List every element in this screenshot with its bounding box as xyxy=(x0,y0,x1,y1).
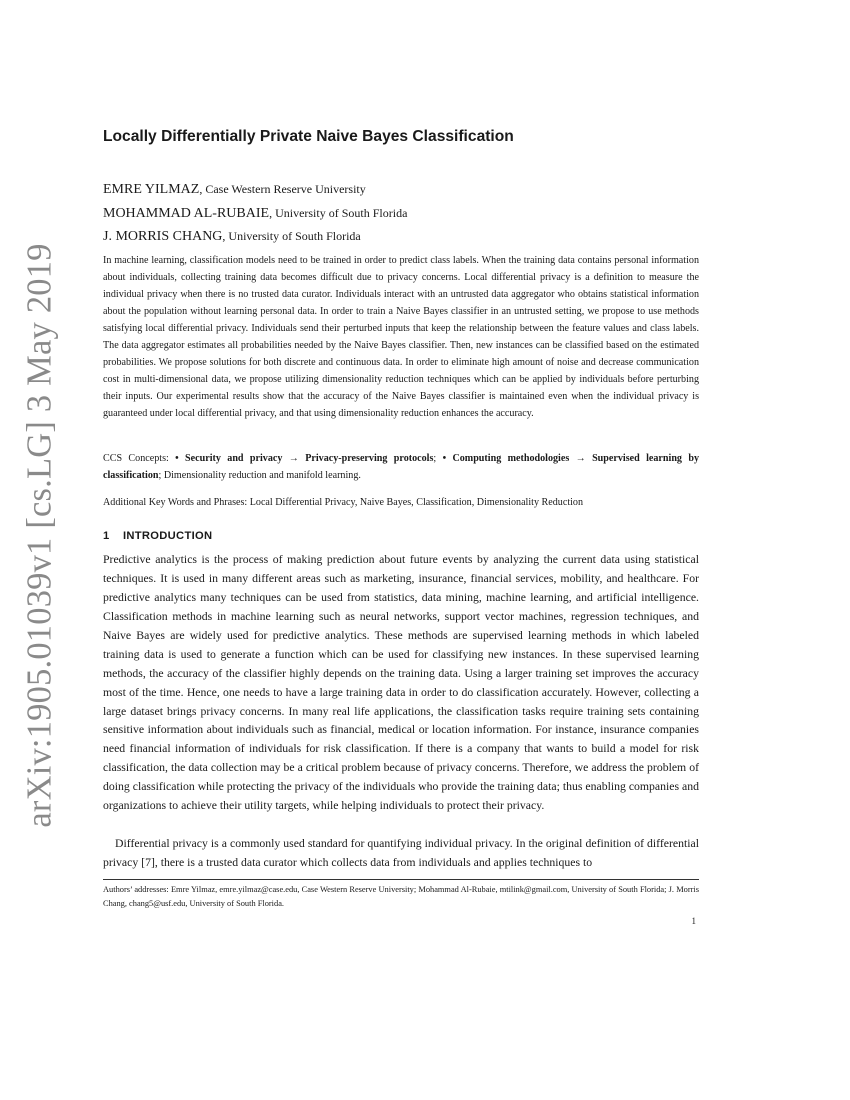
author-affiliation: , University of South Florida xyxy=(269,205,408,220)
keywords: Additional Key Words and Phrases: Local Differential Privacy, Naive Bayes, Classification, Dimensionality Reduction xyxy=(103,497,584,508)
author-1 xyxy=(103,178,699,202)
ccs-prefix: CCS Concepts: xyxy=(103,453,176,464)
intro-paragraph-2 xyxy=(103,835,699,873)
ccs-suffix: ; Dimensionality reduction and manifold learning. xyxy=(158,470,361,481)
ccs-concepts xyxy=(103,450,699,484)
author-affiliation: , University of South Florida xyxy=(222,229,361,243)
author-2 xyxy=(103,202,699,226)
authors-addresses-footnote: Authors’ addresses: Emre Yilmaz, emre.yilmaz@case.edu, Case Western Reserve University; Mohammad Al-Rubaie, mtilink@gmail.com, University of South Florida; J. Morris Chang, chang5@usf.edu, University of South Florida. xyxy=(103,885,699,909)
author-affiliation: , Case Western Reserve University xyxy=(199,182,366,196)
intro-paragraph-1: Predictive analytics is the process of making prediction about future events by analyzing the current data using statistical techniques. It is used in many different areas such as marketing, insurance, financial services, mobility, and healthcare. For predictive analytics many techniques can be used from statistics, data mining, machine learning, and artificial intelligence. Classification methods in machine learning such as neural networks, support vector machines, regression techniques, and Naive Bayes are widely used for predictive analytics. These methods are supervised learning methods in which labeled training data is used to generate a function which can be used for classifying new instances. In these supervised learning methods, the accuracy of the classifier highly depends on the training data. Using a larger training set improves the accuracy most of the time. Hence, one needs to have a large training data in order to do classification accurately. However, collecting a large dataset brings privacy concerns. In many real life applications, the classification tasks require training sets containing sensitive information about individuals such as financial, medical or location information. For instance, insurance companies need financial information of individuals for risk classification. If there is a company that wants to build a model for risk classification, the data collection may be a critical problem because of privacy concerns. Therefore, we address the problem of doing classification while protecting the privacy of the individuals who provide the training data; thus enabling companies and organizations to achieve their utility targets, while helping individuals to protect their privacy. xyxy=(103,553,699,813)
abstract: In machine learning, classification models need to be trained in order to predict class labels. When the training data contains personal information about individuals, collecting training data becomes difficult due to privacy concerns. Local differential privacy is a definition to measure the individual privacy when there is no trusted data curator. Individuals interact with an untrusted data aggregator who obtains statistical information about the population without learning personal data. In order to train a Naive Bayes classifier in an untrusted setting, we propose to use methods satisfying local differential privacy. Individuals send their perturbed inputs that keep the relationship between the feature values and class labels. The data aggregator estimates all probabilities needed by the Naive Bayes classifier. Then, new instances can be classified based on the estimated probabilities. We propose solutions for both discrete and continuous data. In order to eliminate high amount of noise and decrease communication cost in multi-dimensional data, we propose utilizing dimensionality reduction techniques which can be applied by individuals before perturbing their inputs. Our experimental results show that the accuracy of the Naive Bayes classifier is maintained even when the individual privacy is guaranteed under local differential privacy, and that using dimensionality reduction enhances the accuracy. xyxy=(103,255,699,420)
footnote-divider xyxy=(103,879,699,880)
intro-paragraph-2-text: Differential privacy is a commonly used standard for quantifying individual privacy. In the original definition of differential privacy xyxy=(103,837,699,869)
paper-title: Locally Differentially Private Naive Bayes Classification xyxy=(103,128,514,145)
section-title: INTRODUCTION xyxy=(123,530,213,542)
ccs-separator: ; xyxy=(433,453,443,464)
author-name: J. MORRIS CHANG xyxy=(103,229,223,244)
ccs-concept-computing: • Computing methodologies → Supervised learning by classification xyxy=(103,453,699,481)
ccs-concept-security: • Security and privacy → Privacy-preserving protocols xyxy=(175,453,434,464)
section-heading-introduction xyxy=(103,530,699,542)
arxiv-sidebar xyxy=(10,242,70,828)
author-3 xyxy=(103,225,699,249)
intro-paragraph-2-continued: , there is a trusted data curator which collects data from individuals and applies techniques to xyxy=(154,855,593,869)
author-name: EMRE YILMAZ xyxy=(103,182,200,197)
author-name: MOHAMMAD AL-RUBAIE xyxy=(103,205,270,221)
author-list xyxy=(103,178,699,249)
citation-link[interactable]: [7] xyxy=(141,855,155,869)
arxiv-identifier: arXiv:1905.01039v1 [cs.LG] 3 May 2019 xyxy=(20,242,59,828)
section-number: 1 xyxy=(103,530,110,542)
page-number: 1 xyxy=(691,916,696,926)
